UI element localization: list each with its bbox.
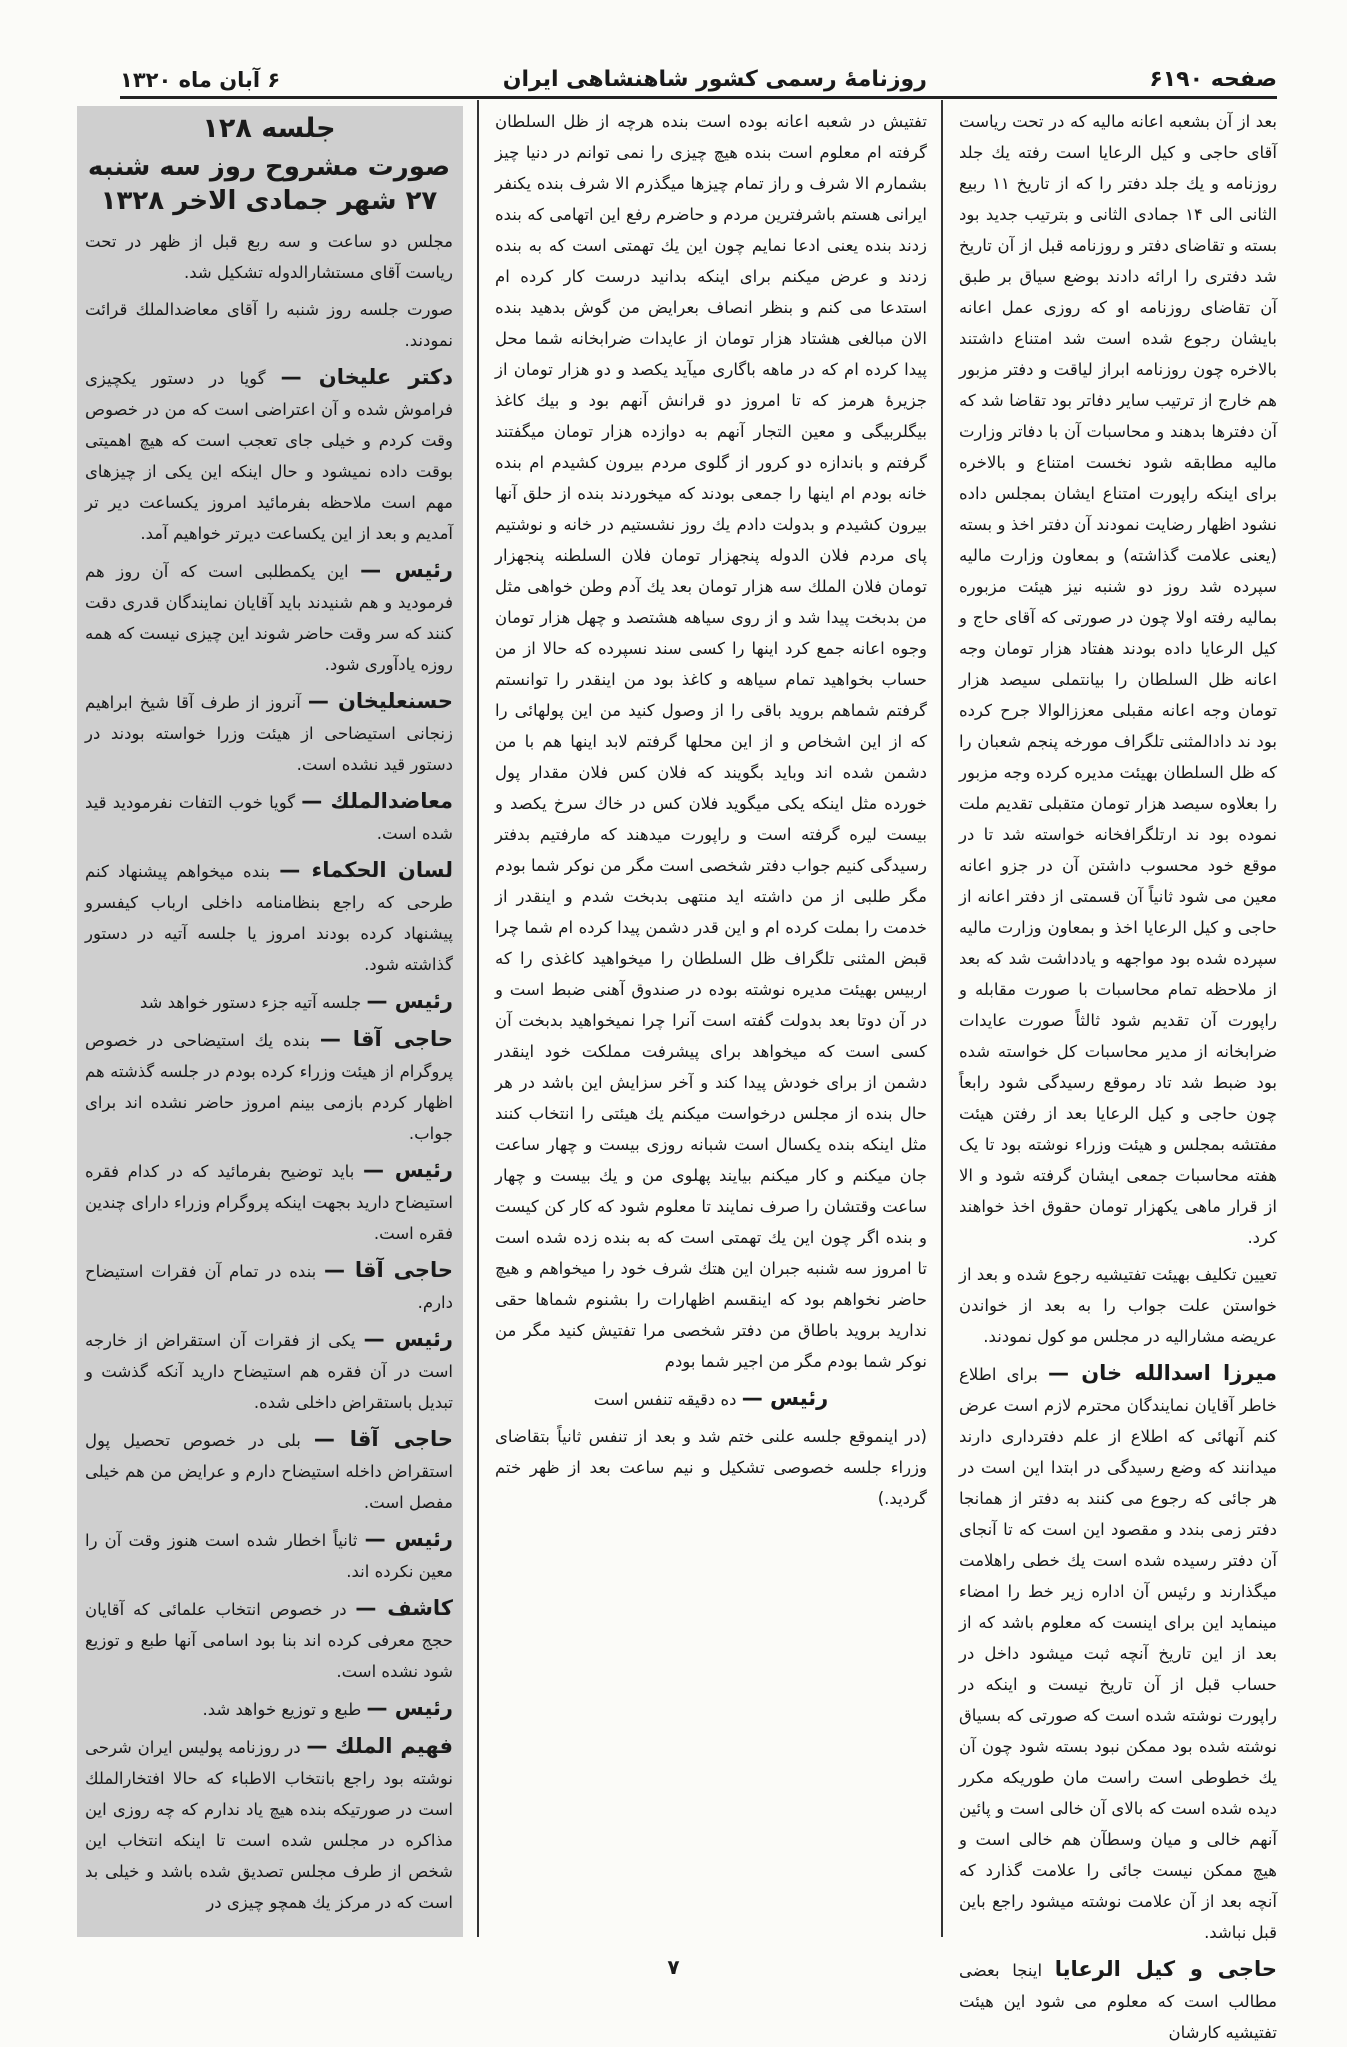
speech-text: در خصوص انتخاب علمائی که آقایان حجج معرفی کرده اند بنا بود اسامی آنها طبع و توزیع شود نشده است. bbox=[85, 1600, 453, 1681]
speech bbox=[85, 786, 453, 849]
column-right bbox=[959, 106, 1277, 2042]
paragraph: مجلس دو ساعت و سه ربع قبل از ظهر در تحت ریاست آقای مستشارالدوله تشکیل شد. bbox=[85, 232, 453, 282]
speech-text: جلسه آتیه جزء دستور خواهد شد bbox=[139, 993, 362, 1012]
speech bbox=[85, 1155, 453, 1249]
page-header bbox=[120, 52, 1277, 99]
session-title: صورت مشروح روز سه شنبه ۲۷ شهر جمادی الاخر ۱۳۲۸ bbox=[87, 152, 451, 216]
speech-text: بنده میخواهم پیشنهاد کنم طرحی که راجع بنظامنامه داخلی ارباب کیفسرو پیشنهاد کرده بودند امروز یا جلسه آتیه در دستور گذاشته شود. bbox=[85, 862, 453, 974]
speech-text: بلی در خصوص تحصیل پول استقراض داخله استیضاح دارم و عرایض من هم خیلی مفصل است. bbox=[85, 1431, 453, 1512]
speaker-name: معاضدالملك — bbox=[301, 789, 453, 813]
speaker-name: رئیس — bbox=[366, 989, 453, 1013]
speech bbox=[959, 1358, 1277, 1948]
speaker-name: حاجی آقا — bbox=[319, 1027, 454, 1051]
speech bbox=[85, 1024, 453, 1149]
paragraph: (در اینموقع جلسه علنی ختم شد و بعد از تنفس ثانیاً بتقاضای وزراء جلسه خصوصی تشکیل و نیم ساعت بعد از ظهر ختم گردید.) bbox=[495, 1427, 927, 1508]
speech-text: بنده یك استیضاحی در خصوص پروگرام از هیئت وزراء کرده بودم در جلسه گذشته هم اظهار کردم بازمی بینم امروز حاضر نشده اند برای جواب. bbox=[85, 1031, 453, 1143]
paragraph: صورت جلسه روز شنبه را آقای معاضدالملك قرائت نمودند. bbox=[85, 300, 453, 350]
speech-text: یکی از فقرات آن استقراض از خارجه است در آن فقره هم استیضاح دارید آنکه گذشت و تبدیل باستقراض داخلی شده. bbox=[85, 1331, 453, 1412]
speech bbox=[85, 1324, 453, 1418]
speaker-name: رئیس — bbox=[364, 1527, 453, 1551]
speech-text: گویا در دستور یکچیزی فراموش شده و آن اعتراضی است که من در خصوص وقت کردم و خیلی جای تعجب است که هیچ اهمیتی بوقت داده نمیشود و حال اینکه این یکی از چیزهای مهم است ملاحظه بفرمائید امروز یکساعت دیر تر آمدیم و بعد از این یکساعت دیرتر خواهیم آمد. bbox=[85, 369, 453, 543]
speaker-name: رئیس — bbox=[363, 1327, 453, 1351]
speaker-name: رئیس — bbox=[366, 1696, 453, 1720]
speech-text: در روزنامه پولیس ایران شرحی نوشته بود راجع بانتخاب الاطباء که حالا افتخارالملك است در صورتیکه بنده هیچ یاد ندارم که چه روزی این مذاکره در مجلس شده است تا اینکه انتخاب این شخص از طرف مجلس تصدیق شده باشد و خیلی بد است که در مرکز یك همچو چیزی در bbox=[85, 1738, 453, 1912]
speech bbox=[85, 686, 453, 780]
speech-text: بنده در تمام آن فقرات استیضاح دارم. bbox=[85, 1262, 453, 1312]
column-middle bbox=[495, 106, 927, 1937]
speech bbox=[85, 555, 453, 680]
speech-text: برای اطلاع خاطر آقایان نمایندگان محترم لازم است عرض کنم آنهائی که اطلاع از علم دفترداری دارند میدانند که وضع رسیدگی در ابتدا این است در هر جائی که رجوع می کنند به دفتر از همانجا دفتر زمی بندد و مقصود این است که تا آنجای آن دفتر رسیده شده است یك خطی راهلامت میگذارند و رئیس آن اداره زیر خط را امضاء مینماید این برای اینست که معلوم باشد که از بعد از این تاریخ آنچه ثبت میشود داخل در حساب قبل از آن تاریخ نیست و اینکه در راپورت نوشته شده است که صورتی که بسیاق نوشته شده بود ممکن نبود بسته شود چون آن یك خطوطی است راست مان طوریکه مکرر دیده شده است که بالای آن خالی است و پائین آنهم خالی و میان وسطآن هم خالی است و هیچ ممکن نیست جائی را علامت گذارد که آنچه بعد از آن علامت نوشته میشود راجع باین قبل نباشد. bbox=[959, 1365, 1277, 1942]
speaker-name: رئیس — bbox=[363, 1158, 453, 1182]
column-divider bbox=[941, 100, 943, 1937]
speech bbox=[85, 1524, 453, 1587]
column-divider bbox=[477, 100, 479, 1937]
speaker-name: حاجی آقا — bbox=[324, 1258, 454, 1282]
speech-text: ده دقیقه تنفس است bbox=[593, 1390, 737, 1409]
speaker-name: حسنعلیخان — bbox=[307, 689, 453, 713]
footer-page-number: ۷ bbox=[667, 1955, 680, 1979]
speaker-name: فهیم الملك — bbox=[306, 1734, 453, 1758]
speaker-name: کاشف — bbox=[355, 1596, 453, 1620]
paragraph: بعد از آن بشعبه اعانه مالیه که در تحت ریاست آقای حاجی و کیل الرعایا است رفته یك جلد روزنامه و یك جلد دفتر را که از تاریخ ۱۱ ربیع الثانی الی ۱۴ جمادی الثانی و بترتیب جدید بود بسته و تقاضای دفتر و روزنامه قبل از آن تاریخ شد دفتری را ارائه دادند بوضع سیاق بر طبق آن تقاضای روزنامه او که روزی عمل اعانه بایشان رجوع شده است شد امتناع داشتند بالاخره چون روزنامه ابراز لیاقت و دفتر مزبور هم خارج از ترتیب سایر دفاتر بود تقاضا شد که آن دفترها بدهند و محاسبات آن با دفاتر وزارت مالیه مطابقه شود نخست امتناع و بالاخره برای اینکه راپورت امتناع ایشان بمجلس داده نشود اظهار رضایت نمودند آن دفتر اخذ و بسته (یعنی علامت گذاشته) و بمعاون وزارت مالیه سپرده شد روز دو شنبه نیز هیئت مزبوره بمالیه رفته اولا چون در صورتی که آقای حاج و کیل الرعایا داده بودند هفتاد هزار تومان وجه اعانه ظل السلطان را بیانتملی سیصد هزار تومان وجه اعانه مقبلی معززالوالا جرح کرده بود ند دادالمثنی تلگراف مورخه پنجم شعبان را که ظل السلطان بهیئت مدیره کرده وجه مزبور را بعلاوه سیصد هزار تومان متقبلی تقدیم ملت نموده بود ند ارتلگرافخانه خواسته شد تا در موقع خود محسوب داشتن آن در جزو اعانه معین می شود ثانیاً آن قسمتی از دفتر اعانه از حاجی و کیل الرعایا اخذ و بمعاون وزارت مالیه سپرده شده بود مواجهه و یادداشت شد که بعد از ملاحظه تمام محاسبات با صورت مقابله و راپورت آن تقدیم شود ثالثاً صورت عایدات ضرابخانه از مدیر محاسبات کل خواسته شده بود ضبط شد تاد رموقع رسیدگی شود رابعاً چون حاجی و کیل الرعایا بعد از رفتن هیئت مفتشه بمجلس و هیئت وزراء نوشته بود تا یک هفته محاسبات جمعی ایشان گرفته شود و الا از قرار ماهی یکهزار تومان حقوق اخذ خواهند کرد. bbox=[959, 112, 1277, 1247]
speaker-name: میرزا اسدالله خان — bbox=[1047, 1361, 1277, 1385]
speech-text: اینجا بعضی مطالب است که معلوم می شود این هیئت تفتیشیه کارشان bbox=[959, 1961, 1277, 2042]
speech bbox=[495, 1383, 927, 1415]
page-number: صفحه ۶۱۹۰ bbox=[1149, 67, 1277, 92]
speech-text: آنروز از طرف آقا شیخ ابراهیم زنجانی استیضاحی از هیئت وزرا خواسته بودند در دستور قید نشده است. bbox=[85, 693, 453, 774]
speech bbox=[85, 1255, 453, 1318]
speaker-name: رئیس — bbox=[741, 1386, 829, 1410]
issue-date: ۶ آبان ماه ۱۳۲۰ bbox=[120, 68, 281, 92]
speaker-name: حاجی و کیل الرعایا bbox=[1054, 1957, 1277, 1981]
speech bbox=[85, 986, 453, 1018]
speaker-name: لسان الحکماء — bbox=[279, 858, 453, 882]
speech-text: باید توضیح بفرمائید که در کدام فقره استیضاح دارید بجهت اینکه پروگرام وزراء دارای چندین فقره است. bbox=[85, 1162, 453, 1243]
speaker-name: رئیس — bbox=[360, 558, 454, 582]
column-left bbox=[77, 106, 463, 1937]
speech-text: این یکمطلبی است که آن روز هم فرمودید و هم شنیدند باید آقایان نمایندگان قدری دقت کنند که سر وقت حاضر شوند این چیزی نیست که همه روزه یادآوری شود. bbox=[85, 562, 453, 674]
speaker-name: حاجی آقا — bbox=[313, 1427, 454, 1451]
speech-text: گویا خوب التفات نفرمودید قید شده است. bbox=[85, 793, 453, 843]
speech bbox=[85, 1693, 453, 1725]
paragraph: تفتیش در شعبه اعانه بوده است بنده هرچه از ظل السلطان گرفته ام معلوم است بنده هیچ چیزی را نمی توانم در دنیا چیز بشمارم الا شرف و راز تمام چیزها میگذرم الا شرف بنده یکنفر ایرانی هستم باشرفترین مردم و حاضرم رفع این اتهامی که بنده زدند بنده یعنی ادعا نمایم چون این یك تهمتی است که به بنده زدند و عرض میکنم برای اینکه بدانید درست کار کرده ام استدعا می کنم و بنظر انصاف بعرایض من گوش بدهید بنده الان مبالغی هشتاد هزار تومان از عایدات ضرابخانه شما محل پیدا کرده ام که در ماهه باگاری میآید یکصد و دو هزار تومان از جزیرهٔ هرمز که تا امروز دو قرانش آنهم بود و بیك کاغذ بیگلربیگی و معین التجار آنهم به دوازده هزار تومان میگفتند گرفتم و باندازه دو کرور از گلوی مردم بیرون کشیدم ام بنده خانه بودم ام اینها را جمعی بودند که میخوردند بنده از حلق آنها بیرون کشیدم و بدولت دادم یك روز نشستیم در خانه و نوشتیم پای مردم فلان الدوله پنجهزار تومان فلان السلطنه پنجهزار تومان فلان الملك سه هزار تومان بعد یك آدم وطن خواهی مثل من بدبخت پیدا شد و از روی سیاهه هشتصد و چهل هزار تومان وجوه اعانه جمع کرد اینها را کسی سند نسپرده که حالا از من حساب بخواهید تمام سیاهه و کاغذ بود من اینقدر را توانستم گرفتم شماهم بروید باقی را از وصول کنید من این پولهائی را که از این اشخاص و از این محلها گرفتم لابد اینها هم با من دشمن شده اند وباید بگویند که فلان کس فلان مقدار پول خورده مثل اینکه یکی میگوید فلان کس در خاك سرخ یکصد و بیست لیره گرفته است و راپورت میدهند که مارفتیم بدفتر رسیدگی کنیم جواب دفتر شخصی است مگر من نوکر شما بودم مگر طلبی از من داشته اید منتهی بدبخت شدم و اینقدر از خدمت را بملت کرده ام و این قدر دشمن پیدا کرده ام شما چرا قبض المثنی تلگراف ظل السلطان را میخواهید کاغذی را که اربیس بهیئت مدیره نوشته بوده در صندوق آهنی ضبط است و در آن دوتا بعد بدولت گفته است آنرا چرا نمیخواهید بدبخت آن کسی است که میخواهد برای پیشرفت مملکت خود اینقدر دشمن از برای خودش پیدا کند و آخر سزایش این باشد در هر حال بنده از مجلس درخواست میکنم یك هیئتی را انتخاب کنند مثل اینکه بنده یکسال است شبانه روزی بیست و چهار ساعت جان میکنم و کار میکنم بیایند پهلوی من و یك بیست و چهار ساعت وقتشان را صرف نمایند تا معلوم شود که کار کن کیست و بنده اگر چون این یك تهمتی است که به بنده زده شده است تا امروز سه شنبه جبران این هتك شرف خود را میخواهم و هیچ حاضر نخواهم بود که اینقسم اظهارات را بشنوم شماها حقی ندارید بروید باطاق من دفتر شخصی مرا تفتیش کنید مگر من نوکر شما بودم مگر من اجیر شما بودم bbox=[495, 112, 927, 1371]
speech bbox=[85, 1424, 453, 1518]
speech-text: طبع و توزیع خواهد شد. bbox=[202, 1700, 362, 1719]
paragraph: تعیین تکلیف بهیئت تفتیشیه رجوع شده و بعد از خواستن علت جواب را به بعد از خواندن عریضه مشارالیه در مجلس مو کول نمودند. bbox=[959, 1265, 1277, 1346]
session-number: جلسه ۱۲۸ bbox=[202, 113, 336, 144]
speaker-name: دکتر علیخان — bbox=[280, 365, 454, 389]
speech bbox=[85, 1731, 453, 1918]
speech-text: ثانیاً اخطار شده است هنوز وقت آن را معین نکرده اند. bbox=[85, 1531, 453, 1581]
speech bbox=[85, 855, 453, 980]
paper-title: روزنامهٔ رسمی کشور شاهنشاهی ایران bbox=[502, 67, 927, 92]
speech bbox=[85, 1593, 453, 1687]
speech bbox=[85, 362, 453, 549]
